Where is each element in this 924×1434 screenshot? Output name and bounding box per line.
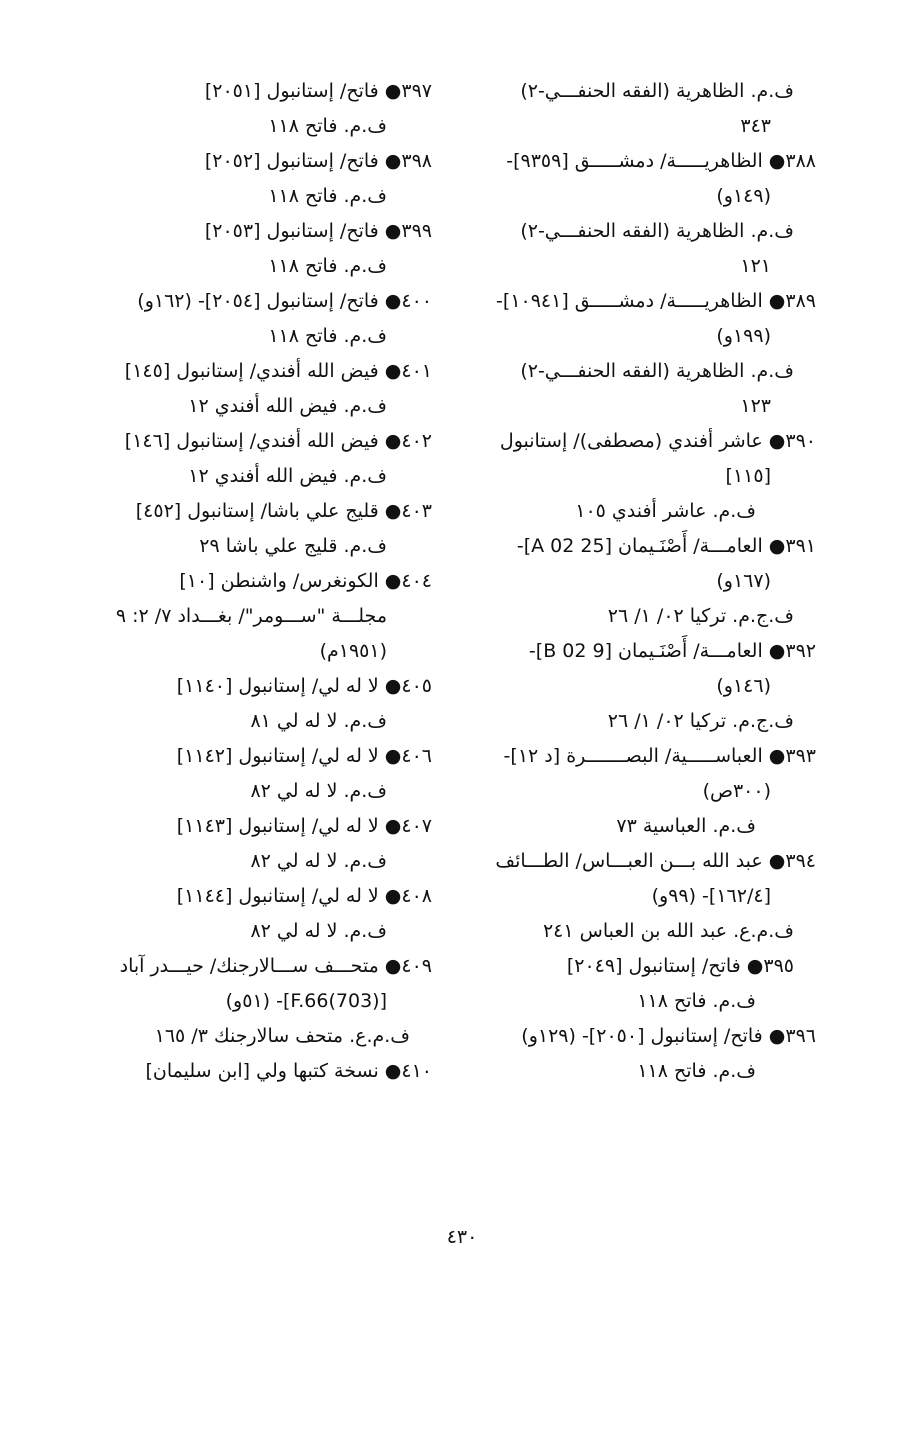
right-column-line: ف.م. فاتح ١١٨ xyxy=(637,990,756,1012)
left-column-line: ٤٠٧● لا له لي/ إستانبول [١١٤٣] xyxy=(176,815,432,837)
right-column-line: (١٤٦و) xyxy=(716,675,771,697)
right-column-line: [١٦٢/٤]- (٩٩و) xyxy=(651,885,771,907)
right-column-line: ف.م. العباسية ٧٣ xyxy=(616,815,756,837)
left-column-line: ٣٩٧● فاتح/ إستانبول [٢٠٥١] xyxy=(204,80,432,102)
right-column-line: ٣٩٢● العامـــة/ أَصْنَـيمان [9 B 02]- xyxy=(528,640,816,662)
left-column-line: مجلـــة "ســـومر"/ بغـــداد ٧/ ٢: ٩ xyxy=(115,605,387,627)
right-column-line: ف.ج.م. تركيا ٠٢/ ١/ ٢٦ xyxy=(607,605,794,627)
right-column-line: ٣٤٣ xyxy=(740,115,771,137)
right-column-line: ف.م. الظاهرية (الفقه الحنفـــي-٢) xyxy=(520,220,794,242)
right-column-line: ف.م. فاتح ١١٨ xyxy=(637,1060,756,1082)
left-column-line: ٤٠٥● لا له لي/ إستانبول [١١٤٠] xyxy=(176,675,432,697)
right-column-line: (١٦٧و) xyxy=(716,570,771,592)
page-number: ٤٣٠ xyxy=(446,1226,478,1248)
right-column-line: ٣٩٦● فاتح/ إستانبول [٢٠٥٠]- (١٢٩و) xyxy=(521,1025,816,1047)
right-column xyxy=(466,74,816,1089)
left-column-line: ٤٠٣● قليج علي باشا/ إستانبول [٤٥٢] xyxy=(135,500,432,522)
right-column-line: ٣٩٠● عاشر أفندي (مصطفى)/ إستانبول xyxy=(499,430,816,452)
left-column-line: ف.م. لا له لي ٨٢ xyxy=(250,780,387,802)
left-column-line: (١٩٥١م) xyxy=(319,640,387,662)
left-column-line: [(703)F.66]- (٥١و) xyxy=(225,990,387,1012)
left-column-line: ٣٩٨● فاتح/ إستانبول [٢٠٥٢] xyxy=(204,150,432,172)
left-column-line: ٣٩٩● فاتح/ إستانبول [٢٠٥٣] xyxy=(204,220,432,242)
left-column-line: ٤٠٤● الكونغرس/ واشنطن [١٠] xyxy=(179,570,432,592)
right-column-line: (٣٠٠ص) xyxy=(702,780,771,802)
right-column-line: (١٤٩و) xyxy=(716,185,771,207)
left-column-line: ٤١٠● نسخة كتبها ولي [ابن سليمان] xyxy=(145,1060,432,1082)
left-column-line: ف.م.ع. متحف سالارجنك ٣/ ١٦٥ xyxy=(154,1025,410,1047)
left-column-line: ٤٠٠● فاتح/ إستانبول [٢٠٥٤]- (١٦٢و) xyxy=(137,290,432,312)
left-column-line: ف.م. لا له لي ٨٢ xyxy=(250,850,387,872)
left-column-line: ٤٠٩● متحـــف ســـالارجنك/ حيـــدر آباد xyxy=(119,955,432,977)
right-column-line: ف.م. الظاهرية (الفقه الحنفـــي-٢) xyxy=(520,360,794,382)
right-column-line: ١٢٣ xyxy=(740,395,771,417)
right-column-line: ٣٩٣● العباســـــية/ البصـــــــرة [د ١٢]- xyxy=(503,745,816,767)
left-column-line: ٤٠٢● فيض الله أفندي/ إستانبول [١٤٦] xyxy=(124,430,432,452)
right-column-line: ف.م.ع. عبد الله بن العباس ٢٤١ xyxy=(542,920,794,942)
left-column-line: ف.م. فاتح ١١٨ xyxy=(268,255,387,277)
right-column-line: ٣٨٩● الظاهريـــــة/ دمشـــــق [١٠٩٤١]- xyxy=(496,290,816,312)
left-column-line: ف.م. لا له لي ٨٢ xyxy=(250,920,387,942)
right-column-line: ف.م. عاشر أفندي ١٠٥ xyxy=(575,500,756,522)
left-column-line: ف.م. فاتح ١١٨ xyxy=(268,325,387,347)
left-column-line: ف.م. فاتح ١١٨ xyxy=(268,115,387,137)
right-column-line: [١١٥] xyxy=(725,465,771,487)
left-column-line: ف.م. فيض الله أفندي ١٢ xyxy=(188,465,387,487)
right-column-line: ف.م. الظاهرية (الفقه الحنفـــي-٢) xyxy=(520,80,794,102)
left-column-line: ٤٠٦● لا له لي/ إستانبول [١١٤٢] xyxy=(176,745,432,767)
right-column-line: ٣٩١● العامـــة/ أَصْنَـيمان [25 A 02]- xyxy=(516,535,816,557)
right-column-line: ١٢١ xyxy=(740,255,771,277)
left-column-line: ف.م. فاتح ١١٨ xyxy=(268,185,387,207)
left-column-line: ف.م. قليج علي باشا ٢٩ xyxy=(199,535,387,557)
right-column-line: ف.ج.م. تركيا ٠٢/ ١/ ٢٦ xyxy=(607,710,794,732)
right-column-line: ٣٨٨● الظاهريـــــة/ دمشـــــق [٩٣٥٩]- xyxy=(506,150,816,172)
right-column-line: ٣٩٤● عبد الله بـــن العبـــاس/ الطـــائف xyxy=(495,850,816,872)
left-column-line: ٤٠١● فيض الله أفندي/ إستانبول [١٤٥] xyxy=(124,360,432,382)
right-column-line: (١٩٩و) xyxy=(716,325,771,347)
left-column-line: ف.م. فيض الله أفندي ١٢ xyxy=(188,395,387,417)
left-column-line: ٤٠٨● لا له لي/ إستانبول [١١٤٤] xyxy=(176,885,432,907)
right-column-line: ٣٩٥● فاتح/ إستانبول [٢٠٤٩] xyxy=(566,955,794,977)
left-column-line: ف.م. لا له لي ٨١ xyxy=(250,710,387,732)
left-column xyxy=(87,74,432,1089)
